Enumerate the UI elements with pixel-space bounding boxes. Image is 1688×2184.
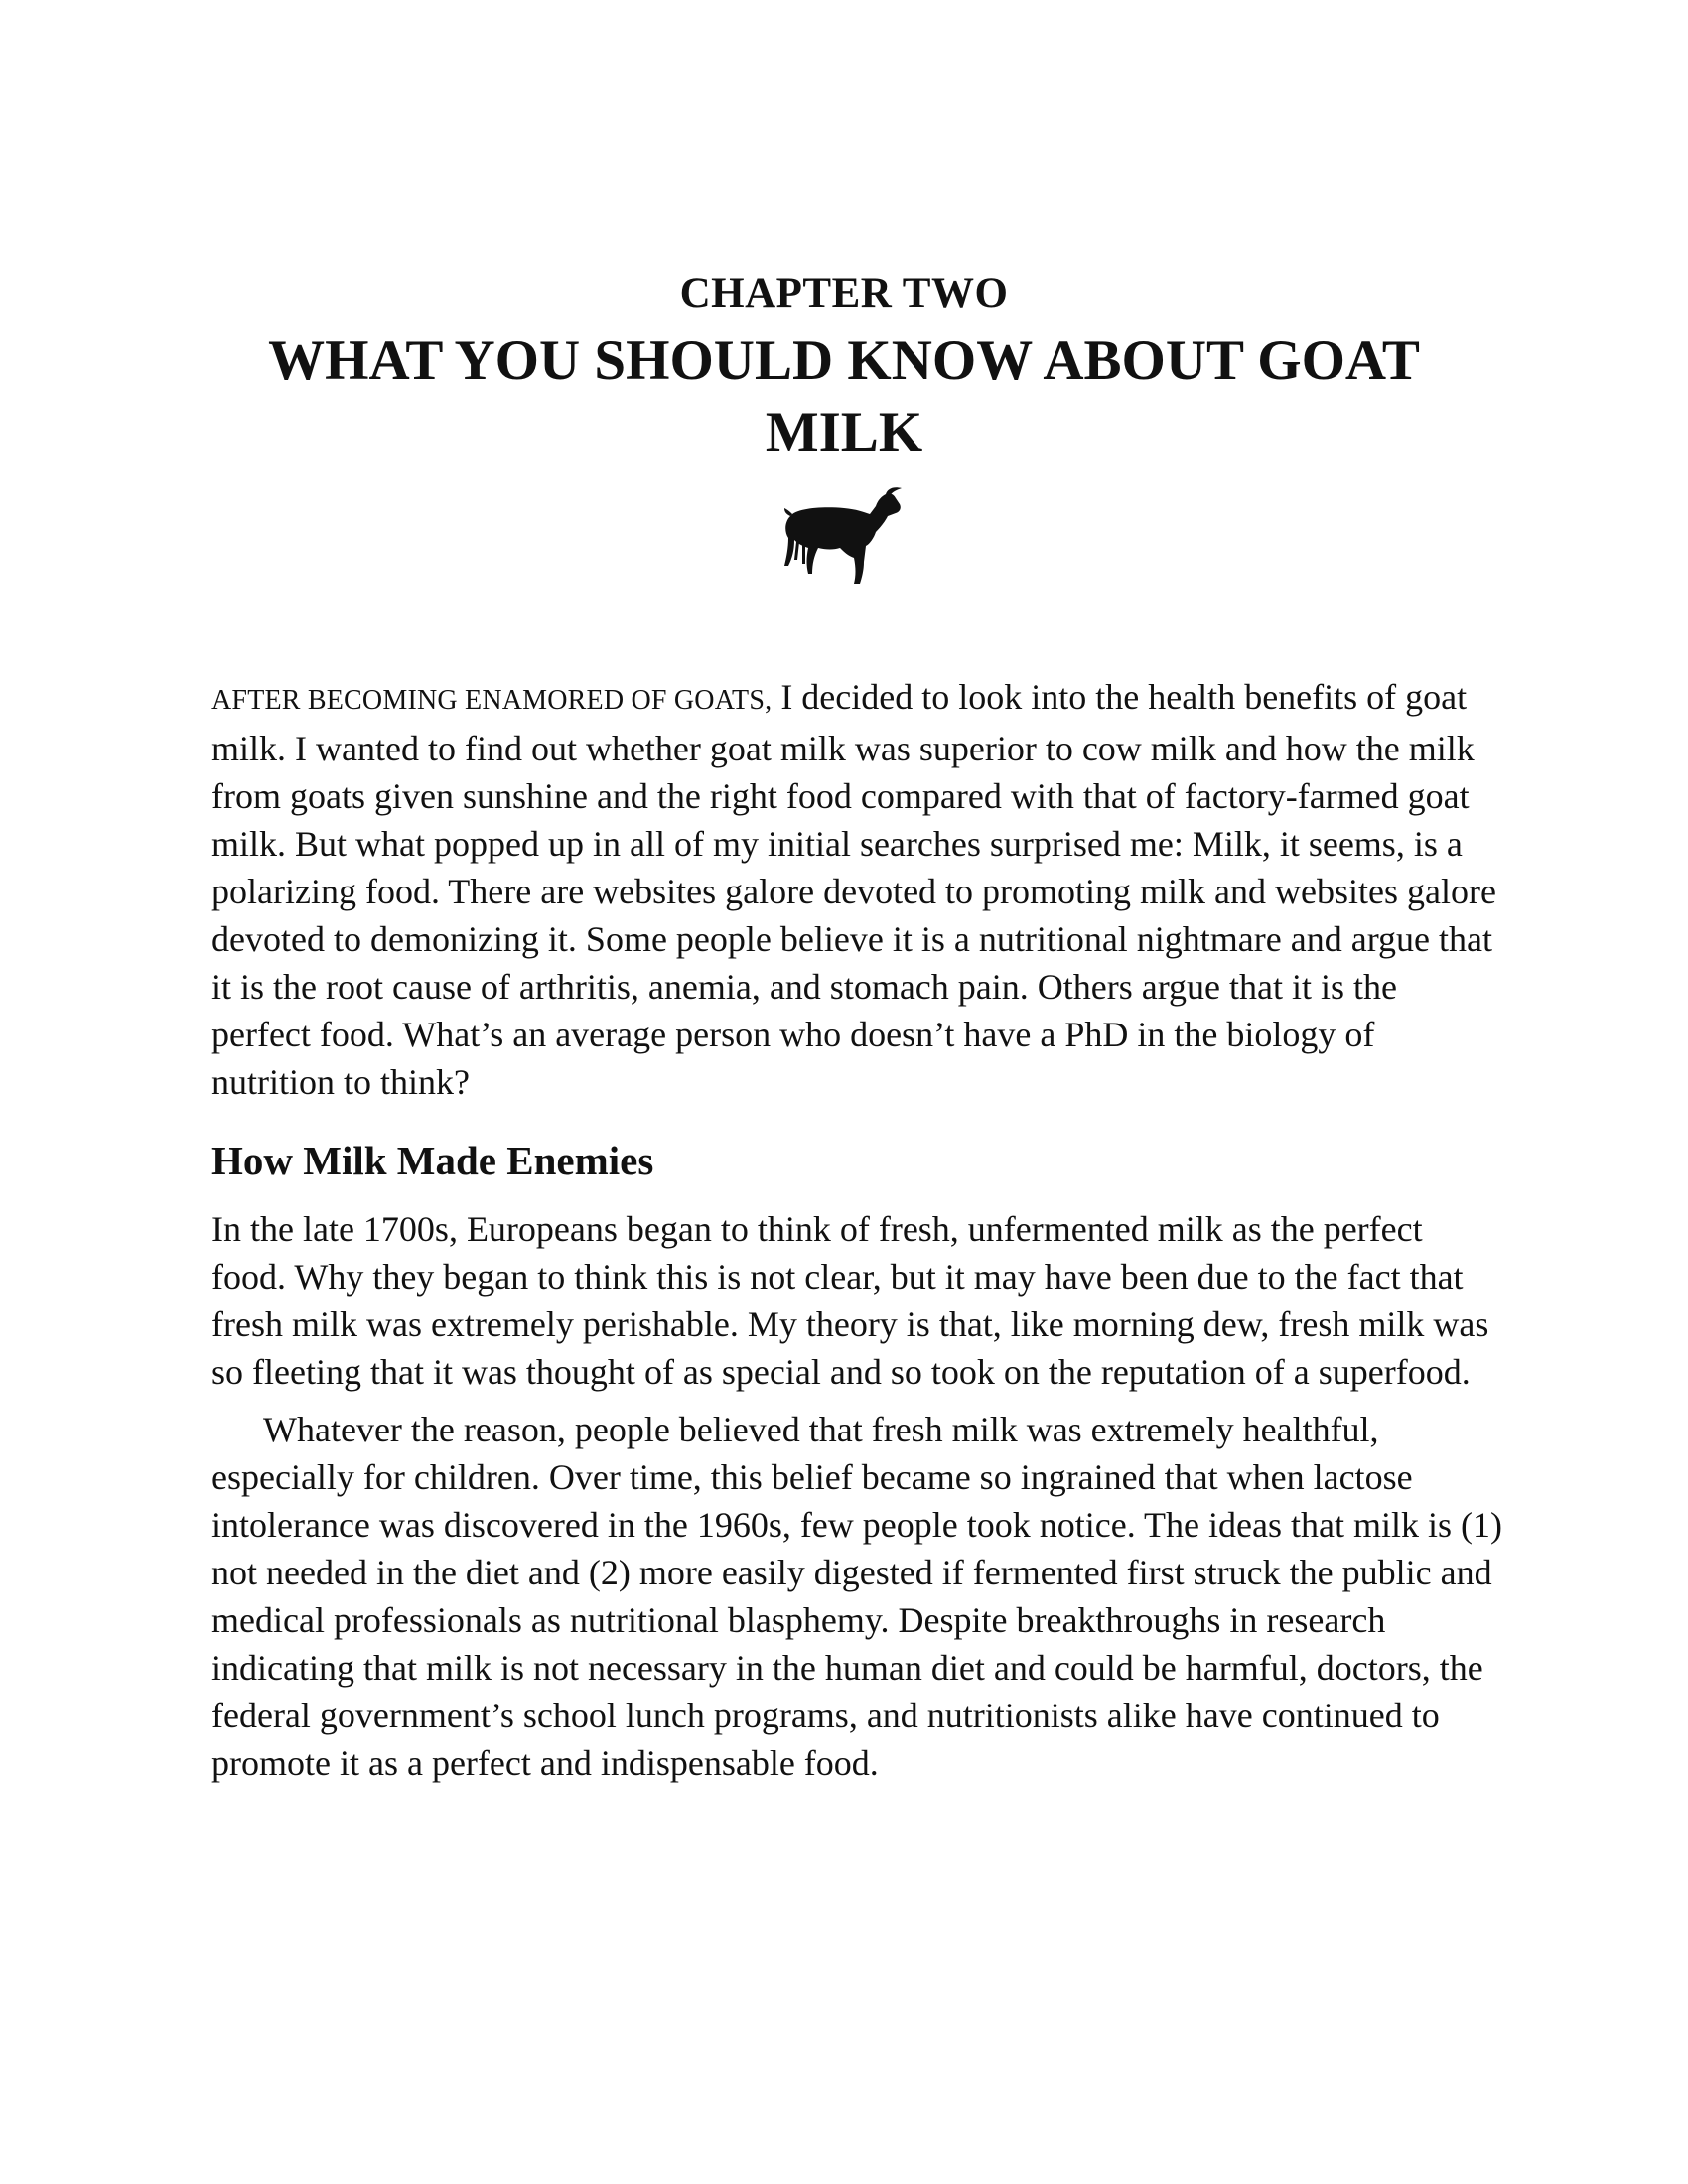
section-paragraph-2: Whatever the reason, people believed that fresh milk was extremely healthful, especially for children. Over time, this belief became so ingrained that when lactose intolerance was discovered in the 1960s, few people took notice. The ideas that milk is (1) not needed in the diet and (2) more easily digested if fermented first struck the public and medical professionals as nutritional blasphemy. Despite breakthroughs in research indicating that milk is not necessary in the human diet and could be harmful, doctors, the federal government’s school lunch programs, and nutritionists alike have continued to promote it as a perfect and indispensable food. bbox=[211, 1410, 1502, 1783]
chapter-title: WHAT YOU SHOULD KNOW ABOUT GOAT MILK bbox=[268, 330, 1420, 464]
chapter-body bbox=[211, 673, 1502, 1787]
intro-text: I decided to look into the health benefits of goat milk. I wanted to find out whether goat milk was superior to cow milk and how the milk from goats given sunshine and the right food compared with that of factory-farmed goat milk. But what popped up in all of my initial searches surprised me: Milk, it seems, is a polarizing food. There are websites galore devoted to promoting milk and websites galore devoted to demonizing it. Some people believe it is a nutritional nightmare and argue that it is the root cause of arthritis, anemia, and stomach pain. Others argue that it is the perfect food. What’s an average person who doesn’t have a PhD in the biology of nutrition to think? bbox=[211, 677, 1496, 1102]
lead-in-small-caps: AFTER BECOMING ENAMORED OF GOATS, bbox=[211, 685, 773, 716]
intro-paragraph bbox=[211, 673, 1502, 1106]
section-heading: How Milk Made Enemies bbox=[211, 1138, 654, 1183]
chapter-label: CHAPTER TWO bbox=[679, 270, 1009, 317]
goat-icon bbox=[782, 486, 906, 586]
section-paragraph-1: In the late 1700s, Europeans began to think of fresh, unfermented milk as the perfect food. Why they began to think this is not clear, but it may have been due to the fact that fresh milk was extremely perishable. My theory is that, like morning dew, fresh milk was so fleeting that it was thought of as special and so took on the reputation of a superfood. bbox=[211, 1209, 1489, 1392]
